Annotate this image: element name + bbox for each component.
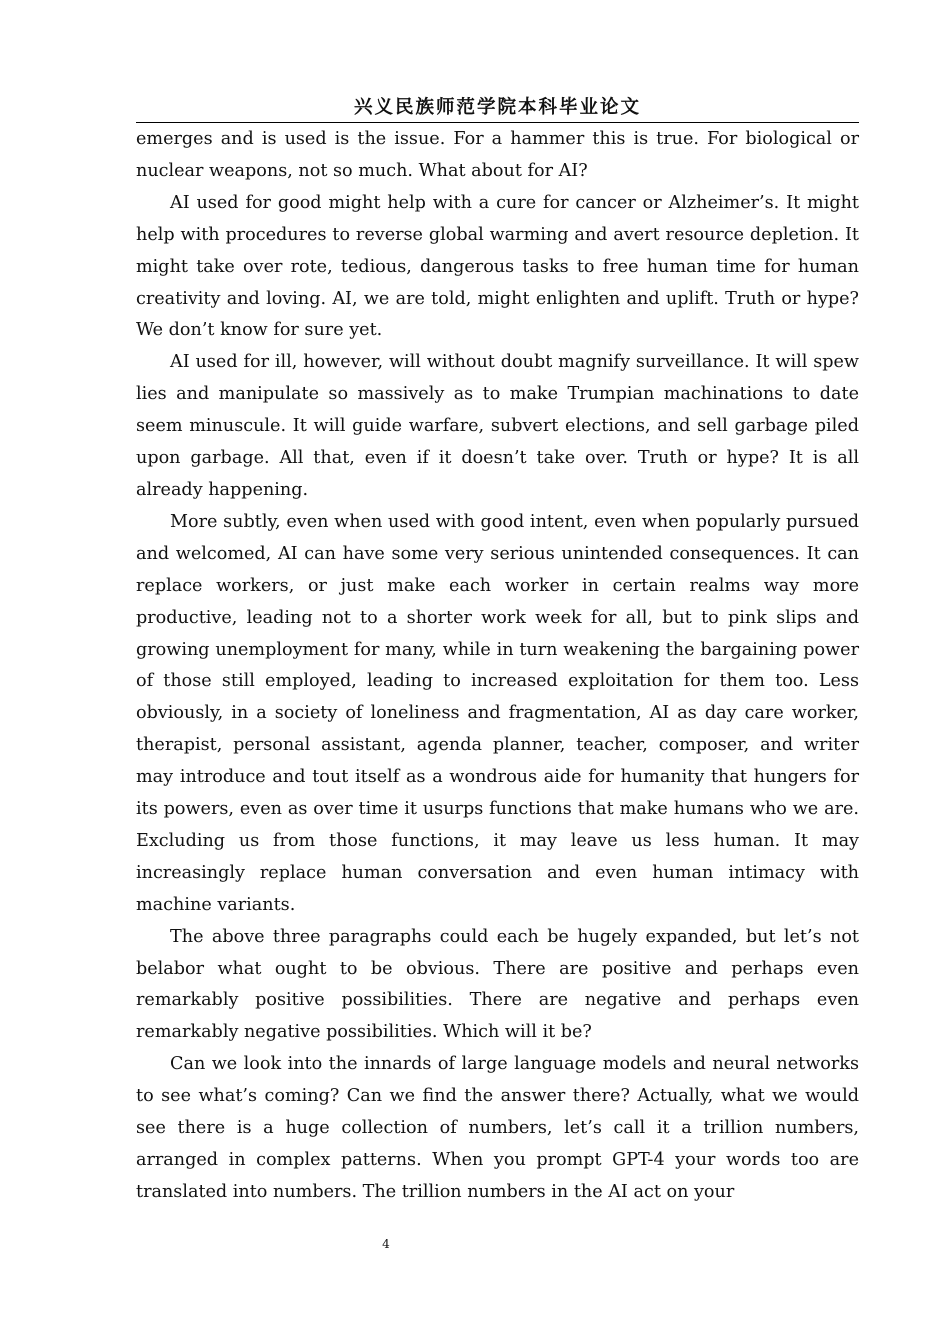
paragraph-possibilities: The above three paragraphs could each be hugely expanded, but let’s not belabor what ought to be obvious. There are positive and perhaps even remarkably positive possibilities. There are negative and perhaps even remarkably negative possibilities. Which will it be? [136, 926, 859, 1043]
paragraph-ai-for-good: AI used for good might help with a cure for cancer or Alzheimer’s. It might help with procedures to reverse global warming and avert resource depletion. It might take over rote, tedious, dangerous tasks to free human time for human creativity and loving. AI, we are told, might enlighten and uplift. Truth or hype? We don’t know for sure yet. [136, 192, 859, 341]
page-header: 兴义民族师范学院本科毕业论文 [136, 96, 859, 123]
body-text [136, 124, 859, 1209]
paragraph-innards: Can we look into the innards of large language models and neural networks to see what’s coming? Can we find the answer there? Actually, what we would see there is a huge collection of numbers, let’s call it a trillion numbers, arranged in complex patterns. When you prompt GPT-4 your words too are translated into numbers. The trillion numbers in the AI act on your [136, 1054, 859, 1202]
page-number: 4 [382, 1237, 390, 1251]
paragraph-ai-for-ill: AI used for ill, however, will without doubt magnify surveillance. It will spew lies and manipulate so massively as to make Trumpian machinations to date seem minuscule. It will guide warfare, subvert elections, and sell garbage piled upon garbage. All that, even if it doesn’t take over. Truth or hype? It is all already happening. [136, 352, 859, 500]
paragraph-unintended-consequences: More subtly, even when used with good intent, even when popularly pursued and welcomed, AI can have some very serious unintended consequences. It can replace workers, or just make each worker in certain realms way more productive, leading not to a shorter work week for all, but to pink slips and growing unemployment for many, while in turn weakening the bargaining power of those still employed, leading to increased exploitation for them too. Less obviously, in a society of loneliness and fragmentation, AI as day care worker, therapist, personal assistant, agenda planner, teacher, composer, and writer may introduce and tout itself as a wondrous aide for humanity that hungers for its powers, even as over time it usurps functions that make humans who we are. Excluding us from those functions, it may leave us less human. It may increasingly replace human conversation and even human intimacy with machine variants. [136, 511, 859, 915]
paragraph-continued: emerges and is used is the issue. For a hammer this is true. For biological or nuclear weapons, not so much. What about for AI? [136, 129, 859, 181]
